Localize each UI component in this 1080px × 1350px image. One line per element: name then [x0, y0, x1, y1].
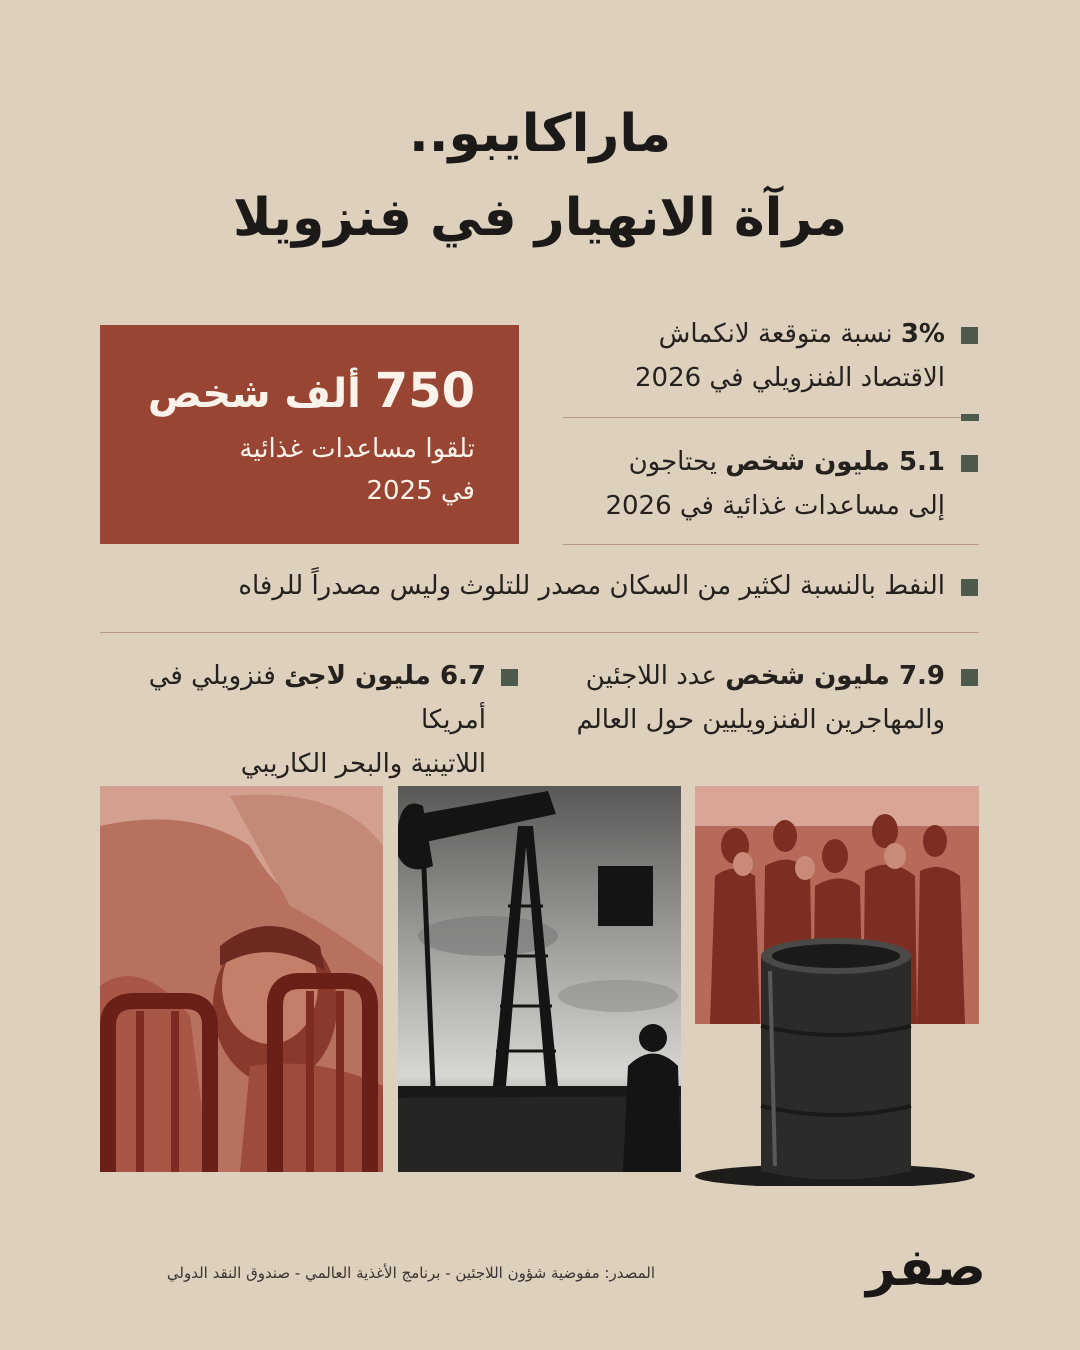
fact-oil-text: النفط بالنسبة لكثير من السكان مصدر للتلوث وليس مصدراً للرفاه — [238, 571, 945, 601]
bullet-square — [961, 579, 978, 596]
divider-mark — [961, 414, 979, 421]
highlight-number: 750 — [374, 363, 475, 419]
bullet-square — [961, 455, 978, 472]
photo-man-carrying-sack — [100, 786, 383, 1172]
highlight-line-1: تلقوا مساعدات غذائية — [239, 434, 475, 464]
highlight-box — [100, 325, 519, 544]
fact-refugees-latam — [86, 654, 486, 786]
highlight-unit: ألف شخص — [147, 371, 361, 417]
page-title — [0, 92, 1080, 260]
photo-crowd-barrel — [695, 786, 979, 1186]
bullet-square — [501, 669, 518, 686]
fact-refugees-world-line2: والمهاجرين الفنزويليين حول العالم — [576, 705, 945, 735]
fact-refugees-latam-line2: اللاتينية والبحر الكاريبي — [240, 749, 486, 779]
brand-logo: صفر — [866, 1238, 987, 1298]
fact-contraction — [525, 312, 945, 400]
highlight-line-2: في 2025 — [366, 476, 475, 506]
fact-refugees-world-text: عدد اللاجئين — [585, 661, 726, 691]
divider — [563, 417, 979, 418]
fact-food-need-line2: إلى مساعدات غذائية في 2026 — [605, 491, 945, 521]
fact-refugees-latam-value: 6.7 مليون لاجئ — [284, 661, 486, 691]
fact-food-need-value: 5.1 مليون شخص — [725, 447, 945, 477]
fact-contraction-line2: الاقتصاد الفنزويلي في 2026 — [635, 363, 945, 393]
fact-refugees-world — [525, 654, 945, 742]
photo-oil-pump-jack — [398, 786, 681, 1172]
fact-contraction-value: 3% — [900, 319, 945, 349]
bullet-square — [961, 327, 978, 344]
title-line-1: ماراكايبو.. — [408, 104, 672, 164]
fact-food-need — [525, 440, 945, 528]
title-line-2: مرآة الانهيار في فنزويلا — [232, 188, 848, 248]
fact-refugees-latam-text: فنزويلي في أمريكا — [148, 661, 486, 735]
divider — [100, 632, 979, 633]
source-credit: المصدر: مفوضية شؤون اللاجئين - برنامج الأغذية العالمي - صندوق النقد الدولي — [166, 1264, 655, 1282]
divider — [563, 544, 979, 545]
fact-contraction-text: نسبة متوقعة لانكماش — [658, 319, 901, 349]
fact-refugees-world-value: 7.9 مليون شخص — [725, 661, 945, 691]
fact-oil — [95, 564, 945, 608]
bullet-square — [961, 669, 978, 686]
highlight-headline — [120, 363, 475, 422]
fact-food-need-text: يحتاجون — [628, 447, 726, 477]
